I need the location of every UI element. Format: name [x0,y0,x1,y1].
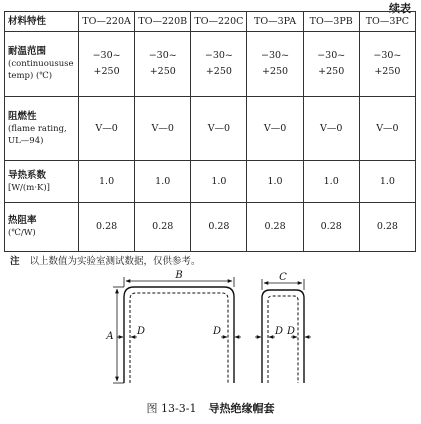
label-d: D [212,326,222,337]
material-properties-table [4,11,416,252]
column-header-to3pc: TO—3PC [359,12,415,32]
note-text: 以上数值为实验室测试数据，仅供参考。 [29,256,201,267]
label-d: D [286,326,296,337]
table-cell: 1.0 [359,161,415,203]
table-cell: 0.28 [191,203,247,252]
table-row-thermal-conductivity [5,161,416,203]
table-header-row [5,12,416,32]
column-header-to220c: TO—220C [191,12,247,32]
column-header-to220a: TO—220A [79,12,135,32]
label-c: C [279,272,287,283]
front-view-inner-wall [130,293,228,383]
row-label-zh: 导热系数 [8,169,47,181]
row-label-en: (℃/W) [8,228,36,238]
row-label-en: (flame rating, [8,123,67,134]
label-d: D [136,326,146,337]
table-cell: 0.28 [359,203,415,252]
table-cell: 1.0 [135,161,191,203]
row-label-en: temp) (℃) [8,71,53,81]
row-label-en: (continuoususe [8,59,74,69]
table-cell: 1.0 [247,161,303,203]
note-label: 注 [10,256,20,267]
insulating-cap-drawing [0,268,421,398]
table-cell: 0.28 [247,203,303,252]
table-cell [303,32,359,97]
cell-line: +250 [93,66,120,77]
table-cell: 0.28 [79,203,135,252]
table-cell: 0.28 [303,203,359,252]
table-cell: V—0 [79,97,135,161]
table-row-temperature-range [5,32,416,97]
cell-line: +250 [262,66,289,77]
row-label-zh: 热阻率 [8,215,37,226]
table-cell [79,32,135,97]
cell-line: −30~ [92,50,121,61]
cell-line: +250 [374,66,401,77]
row-label-en: UL—94) [8,135,44,146]
table-cell: 1.0 [79,161,135,203]
table-cell [191,32,247,97]
row-label-thermal-conductivity [5,161,79,203]
column-header-to3pb: TO—3PB [303,12,359,32]
cell-line: +250 [149,66,176,77]
table-cell: V—0 [191,97,247,161]
table-cell [135,32,191,97]
label-d: D [274,326,284,337]
column-header-property: 材料特性 [5,12,79,32]
table-row-flame-rating [5,97,416,161]
table-cell: V—0 [135,97,191,161]
row-label-zh: 阻燃性 [8,110,37,122]
row-label-thermal-resistance [5,203,79,252]
side-view-inner-wall [268,296,298,383]
figure-caption [0,400,421,416]
table-note [10,253,201,267]
table-row-thermal-resistance [5,203,416,252]
cell-line: +250 [205,66,232,77]
column-header-to3pa: TO—3PA [247,12,303,32]
figure-number: 图 13-3-1 [146,402,197,415]
table-cell [359,32,415,97]
cell-line: −30~ [261,50,290,61]
cell-line: −30~ [204,50,233,61]
table-cell: 1.0 [191,161,247,203]
figure-title: 导热绝缘帽套 [208,402,275,415]
continued-label: 续表 [389,2,411,15]
label-a: A [106,331,114,342]
row-label-en: [W/(m·K)] [8,182,50,193]
cell-line: −30~ [148,50,177,61]
row-label-zh: 耐温范围 [8,46,47,57]
cell-line: +250 [318,66,345,77]
table-cell: 0.28 [135,203,191,252]
cell-line: −30~ [317,50,346,61]
table-cell: V—0 [303,97,359,161]
table-cell: V—0 [359,97,415,161]
table-cell: V—0 [247,97,303,161]
table-cell [247,32,303,97]
label-b: B [175,270,183,281]
row-label-flame-rating [5,97,79,161]
column-header-to220b: TO—220B [135,12,191,32]
cell-line: −30~ [373,50,402,61]
row-label-temperature-range [5,32,79,97]
table-cell: 1.0 [303,161,359,203]
